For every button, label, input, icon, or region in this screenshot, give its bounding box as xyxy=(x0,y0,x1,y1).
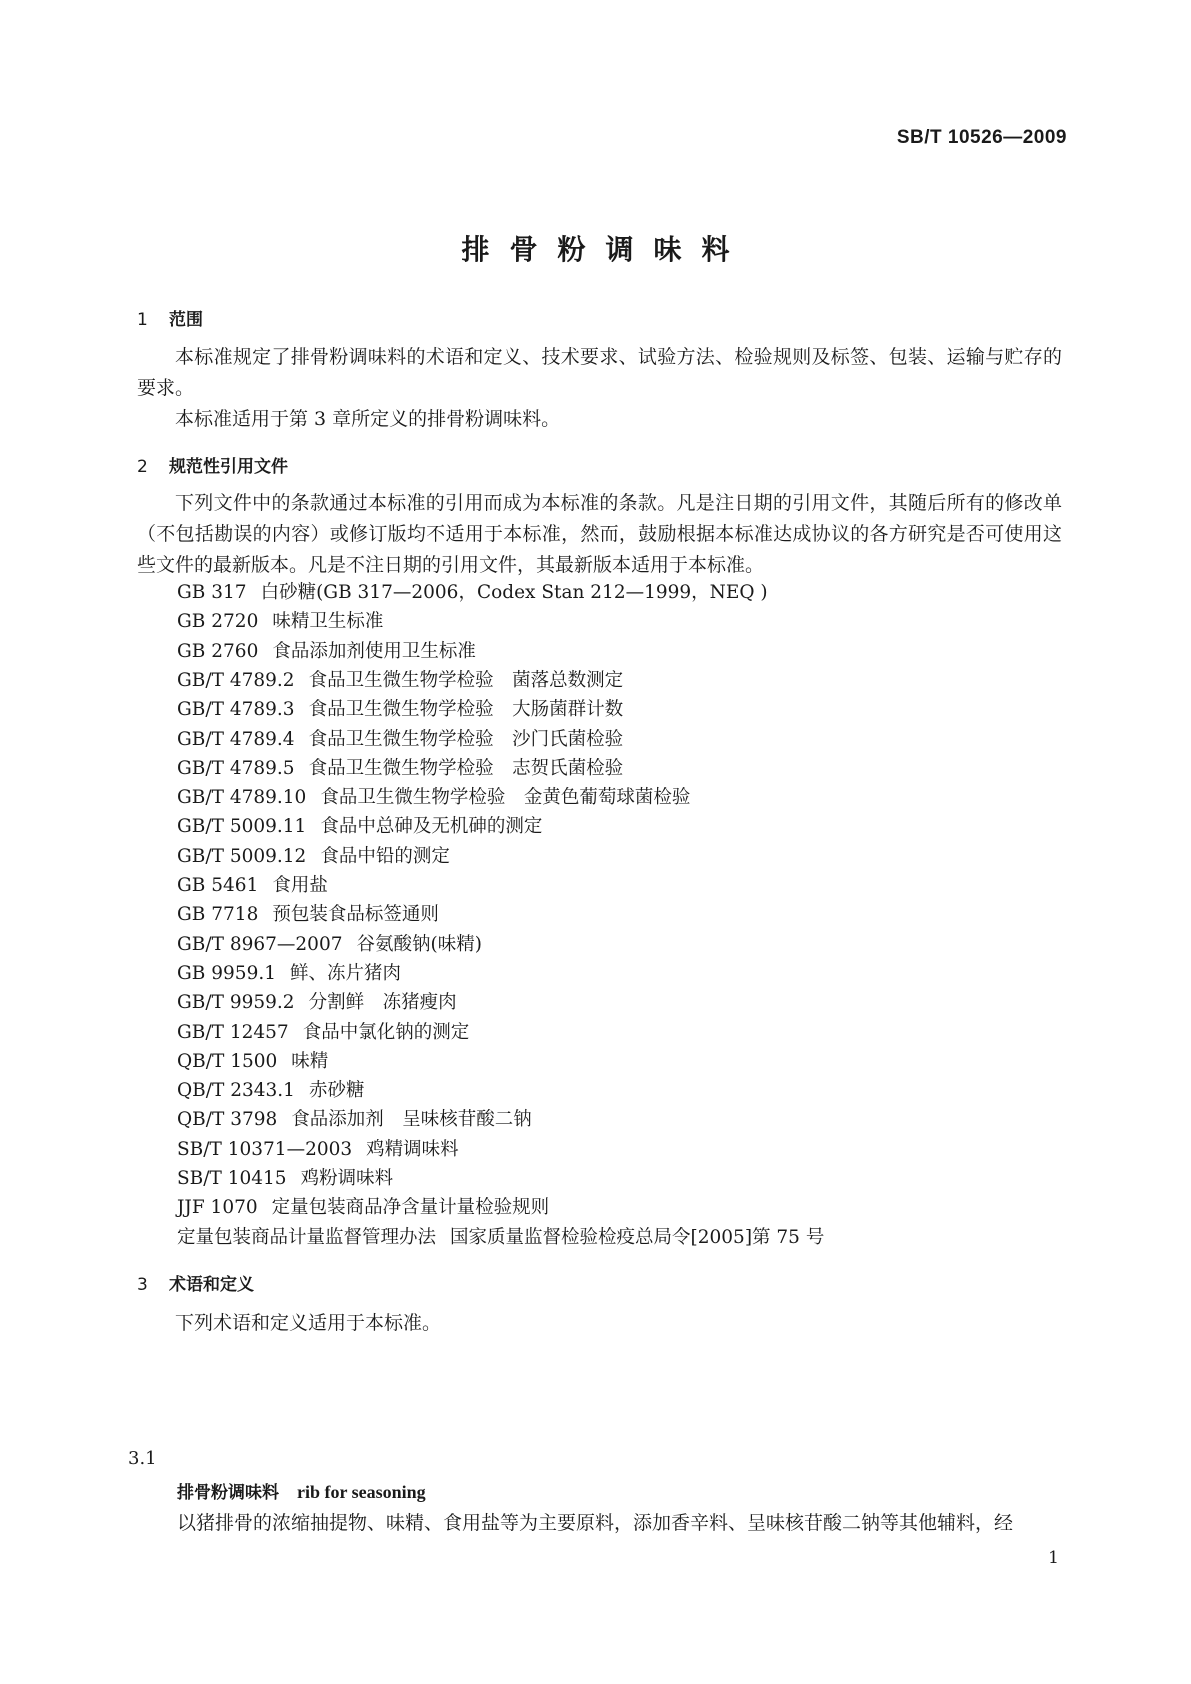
reference-title: 味精 xyxy=(291,1050,329,1072)
section-3-heading xyxy=(137,1270,254,1295)
section-2-heading xyxy=(137,452,288,477)
reference-item xyxy=(177,812,542,838)
reference-code: GB 9959.1 xyxy=(177,962,276,984)
reference-title: 食品添加剂 呈味核苷酸二钠 xyxy=(291,1109,532,1131)
reference-item xyxy=(177,725,623,751)
reference-code: GB/T 4789.2 xyxy=(177,669,295,691)
reference-code: GB/T 4789.10 xyxy=(177,787,307,809)
reference-code: GB/T 4789.3 xyxy=(177,699,295,721)
reference-item xyxy=(177,1105,532,1131)
reference-item xyxy=(177,754,623,780)
section-number: 3 xyxy=(137,1275,148,1295)
section-1-paragraph-1: 本标准规定了排骨粉调味料的术语和定义、技术要求、试验方法、检验规则及标签、包装、运输与贮存的要求。 xyxy=(137,346,1062,399)
term-definition: 以猪排骨的浓缩抽提物、味精、食用盐等为主要原料，添加香辛料、呈味核苷酸二钠等其他辅料，经 xyxy=(177,1512,1014,1534)
reference-item xyxy=(177,1018,469,1044)
section-title: 术语和定义 xyxy=(169,1275,254,1295)
reference-title: 鸡精调味料 xyxy=(366,1138,459,1160)
reference-item xyxy=(177,666,623,692)
reference-item xyxy=(177,607,383,633)
reference-item xyxy=(177,930,482,956)
document-title: 排骨粉调味料 xyxy=(461,233,750,266)
reference-item xyxy=(177,842,450,868)
reference-title: 食品卫生微生物学检验 沙门氏菌检验 xyxy=(308,728,624,750)
reference-title: 定量包装商品净含量计量检验规则 xyxy=(271,1197,550,1219)
reference-code: GB 317 xyxy=(177,582,247,603)
reference-title: 食品卫生微生物学检验 志贺氏菌检验 xyxy=(308,757,624,779)
reference-code: JJF 1070 xyxy=(177,1197,258,1219)
reference-item xyxy=(177,1047,328,1073)
reference-item xyxy=(177,1076,364,1102)
reference-item xyxy=(177,783,690,809)
reference-code: 定量包装商品计量监督管理办法 xyxy=(177,1226,437,1248)
reference-item xyxy=(177,959,401,985)
reference-title: 谷氨酸钠(味精) xyxy=(356,933,482,955)
section-2-paragraph-1: 下列文件中的条款通过本标准的引用而成为本标准的条款。凡是注日期的引用文件，其随后所有的修改单（不包括勘误的内容）或修订版均不适用于本标准，然而，鼓励根据本标准达成协议的各方研究是否可使用这些文件的最新版本。凡是不注日期的引用文件，其最新版本适用于本标准。 xyxy=(137,492,1062,576)
section-number: 1 xyxy=(137,310,148,330)
reference-title: 国家质量监督检验检疫总局令[2005]第 75 号 xyxy=(450,1226,825,1248)
reference-title: 鲜、冻片猪肉 xyxy=(290,962,402,984)
reference-code: QB/T 2343.1 xyxy=(177,1080,295,1102)
reference-item xyxy=(177,1164,393,1190)
reference-code: SB/T 10415 xyxy=(177,1168,287,1189)
reference-item xyxy=(177,637,476,663)
reference-code: GB 2760 xyxy=(177,640,259,662)
reference-code: GB/T 5009.11 xyxy=(177,816,307,838)
reference-code: GB/T 5009.12 xyxy=(177,845,307,867)
term-english: rib for seasoning xyxy=(297,1482,426,1502)
standard-code: SB/T 10526—2009 xyxy=(896,127,1067,148)
reference-item xyxy=(177,1135,459,1161)
reference-title: 食品中铅的测定 xyxy=(320,845,450,867)
reference-code: GB/T 4789.5 xyxy=(177,757,295,779)
section-1-heading xyxy=(137,305,203,330)
reference-code: GB/T 8967—2007 xyxy=(177,933,343,955)
section-title: 范围 xyxy=(169,310,203,330)
section-3-paragraph-1: 下列术语和定义适用于本标准。 xyxy=(175,1312,442,1334)
reference-item xyxy=(177,871,328,897)
reference-item xyxy=(177,578,768,604)
reference-title: 味精卫生标准 xyxy=(272,611,384,633)
reference-item xyxy=(177,988,457,1014)
reference-code: QB/T 3798 xyxy=(177,1109,278,1131)
reference-code: GB 5461 xyxy=(177,875,259,896)
section-title: 规范性引用文件 xyxy=(169,457,288,477)
reference-title: 鸡粉调味料 xyxy=(300,1168,394,1189)
reference-item xyxy=(177,900,439,926)
reference-item xyxy=(177,1193,549,1219)
term-entry xyxy=(177,1478,426,1503)
section-1-paragraph-2: 本标准适用于第 3 章所定义的排骨粉调味料。 xyxy=(175,408,561,430)
reference-title: 食用盐 xyxy=(272,875,328,896)
reference-title: 食品添加剂使用卫生标准 xyxy=(272,640,476,662)
reference-item xyxy=(177,695,623,721)
reference-code: QB/T 1500 xyxy=(177,1050,278,1072)
reference-title: 食品中总砷及无机砷的测定 xyxy=(320,816,543,838)
reference-title: 赤砂糖 xyxy=(308,1080,365,1102)
section-number: 2 xyxy=(137,457,148,477)
reference-code: SB/T 10371—2003 xyxy=(177,1138,353,1160)
reference-title: 白砂糖(GB 317—2006，Codex Stan 212—1999，NEQ ) xyxy=(260,582,768,603)
reference-title: 食品卫生微生物学检验 金黄色葡萄球菌检验 xyxy=(320,787,691,809)
reference-code: GB/T 9959.2 xyxy=(177,992,295,1014)
reference-title: 分割鲜 冻猪瘦肉 xyxy=(308,992,457,1014)
subclause-number: 3.1 xyxy=(128,1448,157,1469)
reference-item xyxy=(177,1223,824,1249)
reference-title: 食品中氯化钠的测定 xyxy=(302,1021,470,1043)
reference-title: 预包装食品标签通则 xyxy=(272,904,439,926)
reference-code: GB/T 4789.4 xyxy=(177,728,295,750)
reference-title: 食品卫生微生物学检验 大肠菌群计数 xyxy=(308,699,624,721)
reference-title: 食品卫生微生物学检验 菌落总数测定 xyxy=(308,669,624,691)
reference-code: GB 2720 xyxy=(177,611,259,633)
term-chinese: 排骨粉调味料 xyxy=(177,1483,279,1503)
reference-code: GB 7718 xyxy=(177,904,259,926)
reference-code: GB/T 12457 xyxy=(177,1021,289,1043)
page-number: 1 xyxy=(1048,1548,1059,1568)
